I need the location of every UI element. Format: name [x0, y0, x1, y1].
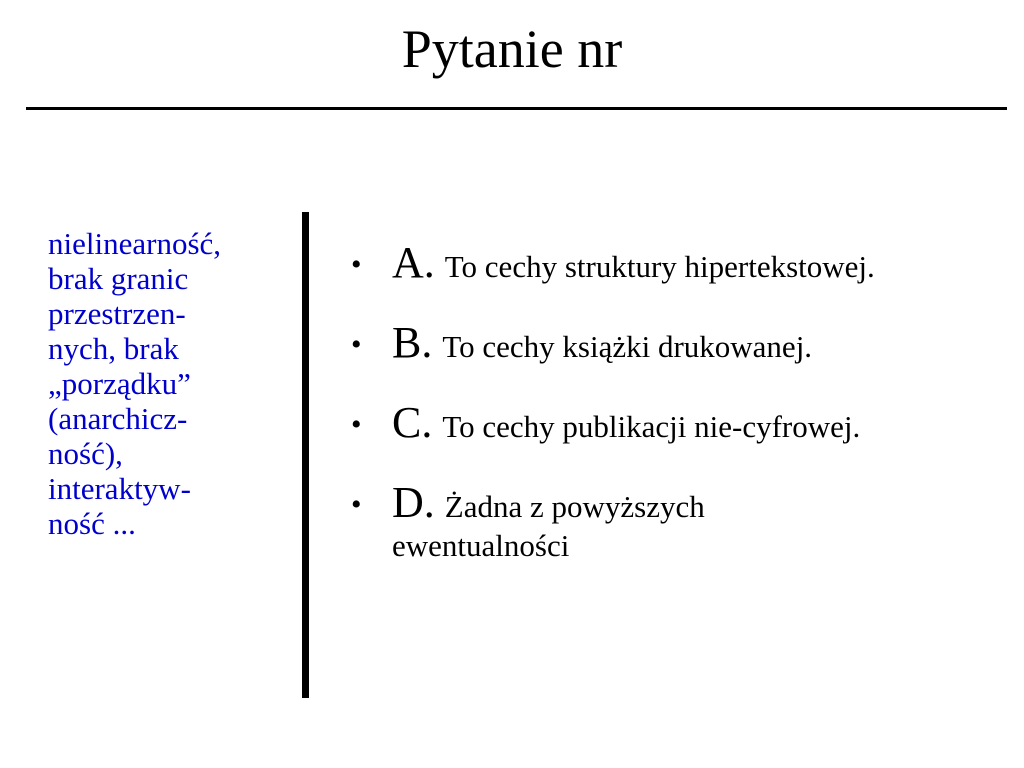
answer-option-a[interactable] — [345, 238, 1015, 292]
left-note — [48, 226, 298, 541]
answer-option-d[interactable] — [345, 478, 1015, 564]
left-note-line: brak granic — [48, 261, 189, 296]
answer-letter: D. — [392, 478, 435, 527]
bullet-icon: • — [351, 328, 362, 361]
answer-option-b[interactable] — [345, 318, 1015, 372]
left-note-line: ność ... — [48, 506, 136, 541]
left-note-line: nych, brak — [48, 331, 179, 366]
bullet-icon: • — [351, 488, 362, 521]
bullet-icon: • — [351, 248, 362, 281]
answer-letter: A. — [392, 238, 435, 287]
left-note-line: (anarchicz- — [48, 401, 188, 436]
answer-option-c[interactable] — [345, 398, 1015, 452]
answer-letter: C. — [392, 398, 433, 447]
left-note-line: nielinearność, — [48, 226, 222, 261]
left-note-line: interaktyw- — [48, 471, 191, 506]
answer-list — [345, 238, 1015, 590]
vertical-divider — [302, 212, 309, 698]
bullet-icon: • — [351, 408, 362, 441]
answer-text: To cechy publikacji nie-cyfrowej. — [442, 409, 861, 444]
title-underline — [26, 107, 1007, 110]
answer-text: To cechy książki drukowanej. — [442, 329, 813, 364]
answer-letter: B. — [392, 318, 433, 367]
left-note-line: przestrzen- — [48, 296, 186, 331]
answer-text: To cechy struktury hipertekstowej. — [444, 249, 875, 284]
answer-text: Żadna z powyższych — [444, 489, 705, 524]
slide-title: Pytanie nr — [401, 19, 623, 79]
left-note-line: ność), — [48, 436, 123, 471]
left-note-line: „porządku” — [48, 366, 191, 401]
answer-text-continuation: ewentualności — [392, 528, 570, 563]
